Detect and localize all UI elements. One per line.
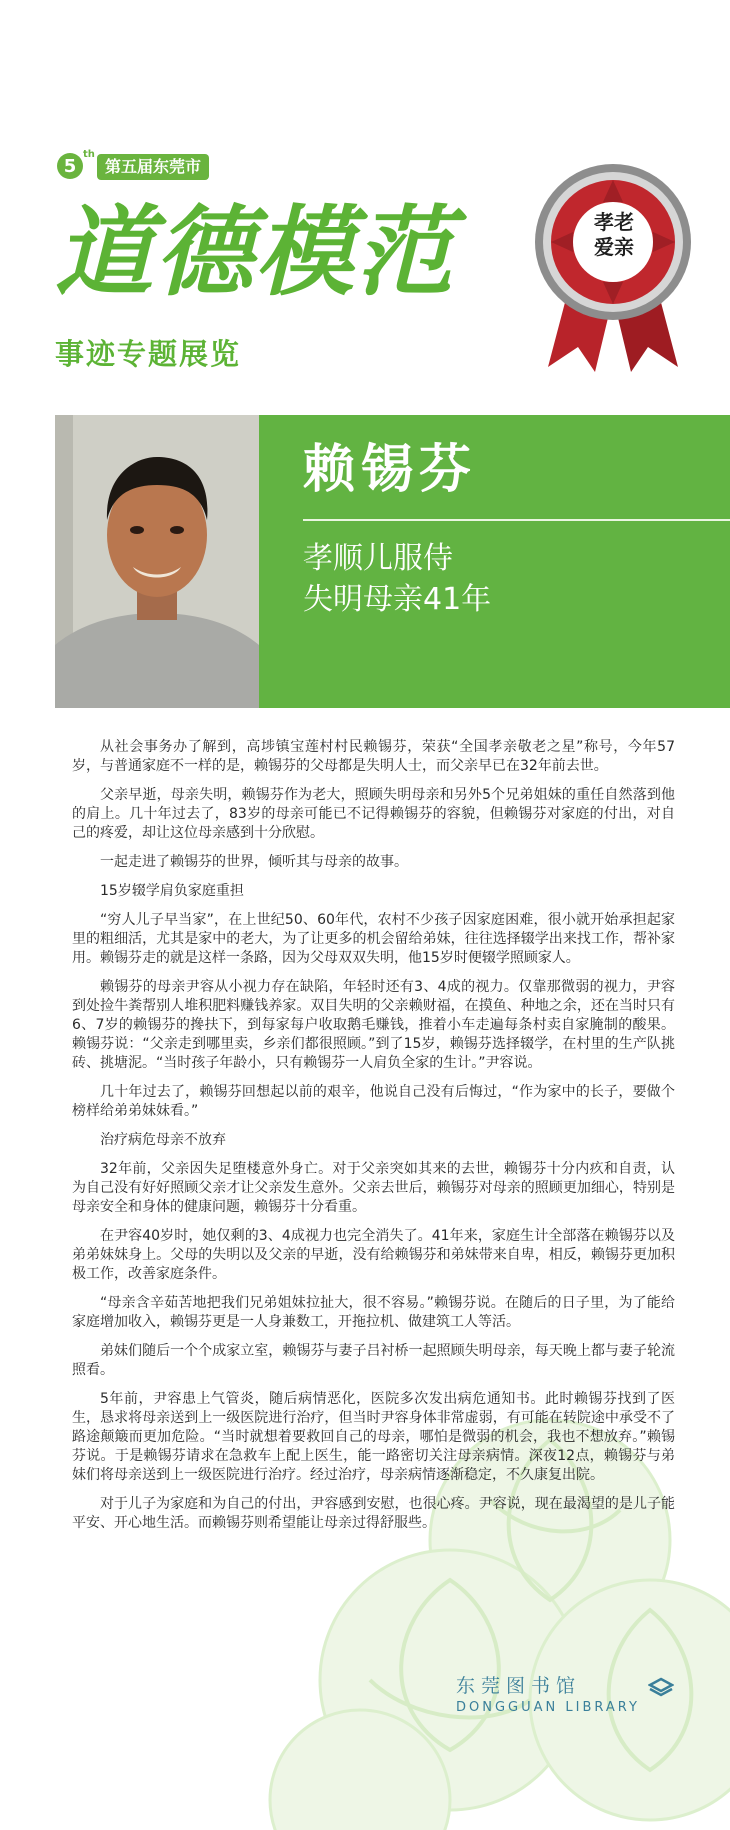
article-paragraph: “穷人儿子早当家”，在上世纪50、60年代，农村不少孩子因家庭困难，很小就开始承担起家里的粗细活，尤其是家中的老大，为了让更多的机会留给弟妹，往往选择辍学出来找工作，帮补家用。赖锡芬走的就是这样一条路，因为父母双双失明，他15岁时便辍学照顾家人。: [72, 912, 675, 966]
medal-ribbon-icon: [533, 162, 693, 377]
medal-label: 孝老 爱亲: [594, 210, 634, 259]
article-paragraph: 对于儿子为家庭和为自己的付出，尹容感到安慰，也很心疼。尹容说，现在最渴望的是儿子能平安、开心地生活。而赖锡芬则希望能让母亲过得舒服些。: [72, 1496, 675, 1531]
article-paragraph: 从社会事务办了解到，高埗镇宝莲村村民赖锡芬，荣获“全国孝亲敬老之星”称号，今年57岁，与普通家庭不一样的是，赖锡芬的父母都是失明人士，而父亲早已在32年前去世。: [72, 739, 675, 774]
person-tagline: 孝顺儿服侍 失明母亲41年: [303, 541, 492, 617]
portrait-photo: [55, 415, 259, 708]
person-name: 赖锡芬: [303, 440, 478, 500]
edition-number-badge: 5 $^{th}$: [57, 153, 83, 179]
article-body: [72, 738, 675, 1543]
library-logo-icon: [648, 1677, 674, 1697]
article-paragraph: 弟妹们随后一个个成家立室，赖锡芬与妻子吕衬桥一起照顾失明母亲，每天晚上都与妻子轮流照看。: [72, 1343, 675, 1378]
main-title: 道德模范: [55, 195, 456, 310]
banner-divider: [303, 519, 730, 521]
article-paragraph: 32年前，父亲因失足堕楼意外身亡。对于父亲突如其来的去世，赖锡芬十分内疚和自责，认为自己没有好好照顾父亲才让父亲发生意外。父亲去世后，赖锡芬对母亲的照顾更加细心，特别是母亲安全和身体的健康问题，赖锡芬十分看重。: [72, 1161, 675, 1215]
library-name-en: DONGGUAN LIBRARY: [456, 1700, 640, 1715]
article-paragraph: “母亲含辛茹苦地把我们兄弟姐妹拉扯大，很不容易。”赖锡芬说。在随后的日子里，为了能给家庭增加收入，赖锡芬更是一人身兼数工，开拖拉机、做建筑工人等活。: [72, 1295, 675, 1330]
sub-title: 事迹专题展览: [55, 337, 242, 371]
article-paragraph: 一起走进了赖锡芬的世界，倾听其与母亲的故事。: [100, 854, 408, 870]
section-heading: 15岁辍学肩负家庭重担: [100, 883, 244, 899]
section-heading: 治疗病危母亲不放弃: [100, 1132, 226, 1148]
article-paragraph: 在尹容40岁时，她仅剩的3、4成视力也完全消失了。41年来，家庭生计全部落在赖锡芬以及弟弟妹妹身上。父母的失明以及父亲的早逝，没有给赖锡芬和弟妹带来自卑，相反，赖锡芬更加积极工作，改善家庭条件。: [72, 1228, 675, 1282]
article-paragraph: 父亲早逝，母亲失明，赖锡芬作为老大，照顾失明母亲和另外5个兄弟姐妹的重任自然落到他的肩上。几十年过去了，83岁的母亲可能已不记得赖锡芬的容貌，但赖锡芬对家庭的付出，对自己的疼爱，却让这位母亲感到十分欣慰。: [72, 787, 675, 841]
article-paragraph: 几十年过去了，赖锡芬回想起以前的艰辛，他说自己没有后悔过，“作为家中的长子，要做个榜样给弟弟妹妹看。”: [72, 1084, 675, 1119]
library-name-cn: 东莞图书馆: [456, 1675, 582, 1697]
edition-label: 第五届东莞市: [97, 154, 209, 180]
article-paragraph: 赖锡芬的母亲尹容从小视力存在缺陷，年轻时还有3、4成的视力。仅靠那微弱的视力，尹容到处捡牛粪帮别人堆积肥料赚钱养家。双目失明的父亲赖财福，在摸鱼、种地之余，还在当时只有6、7岁的赖锡芬的搀扶下，到每家每户收取鹅毛赚钱，推着小车走遍每条村卖自家腌制的酸果。赖锡芬说：“父亲走到哪里卖，乡亲们都很照顾。”到了15岁，赖锡芬选择辍学，在村里的生产队挑砖、挑塘泥。“当时孩子年龄小，只有赖锡芬一人肩负全家的生计。”尹容说。: [72, 979, 675, 1071]
article-paragraph: 5年前，尹容患上气管炎，随后病情恶化，医院多次发出病危通知书。此时赖锡芬找到了医生，恳求将母亲送到上一级医院进行治疗，但当时尹容身体非常虚弱，有可能在转院途中承受不了路途颠簸而更加危险。“当时就想着要救回自己的母亲，哪怕是微弱的机会，我也不想放弃。”赖锡芬说。于是赖锡芬请求在急救车上配上医生，能一路密切关注母亲病情。深夜12点，赖锡芬与弟妹们将母亲送到上一级医院进行治疗。经过治疗，母亲病情逐渐稳定，不久康复出院。: [72, 1391, 675, 1483]
